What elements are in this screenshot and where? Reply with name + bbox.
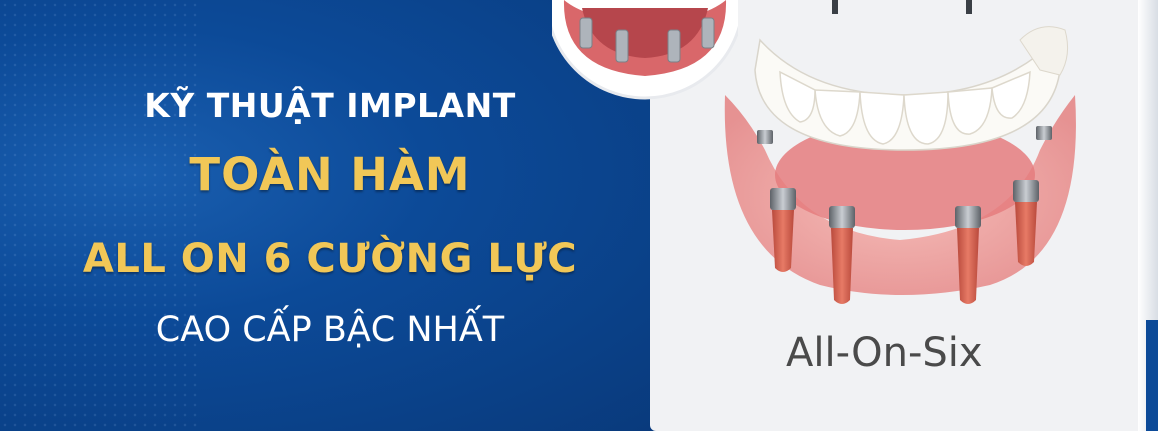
- headline-line-2: TOÀN HÀM: [189, 148, 471, 201]
- screw-icon: [966, 0, 972, 14]
- screw-icon: [832, 0, 838, 14]
- headline-line-3: ALL ON 6 CƯỜNG LỰC: [82, 236, 578, 282]
- headline-line-1: KỸ THUẬT IMPLANT: [144, 86, 516, 125]
- headline-line-4: CAO CẤP BẬC NHẤT: [155, 310, 505, 350]
- inset-circle-illustration: [552, 0, 738, 106]
- all-on-six-label: All-On-Six: [786, 330, 983, 376]
